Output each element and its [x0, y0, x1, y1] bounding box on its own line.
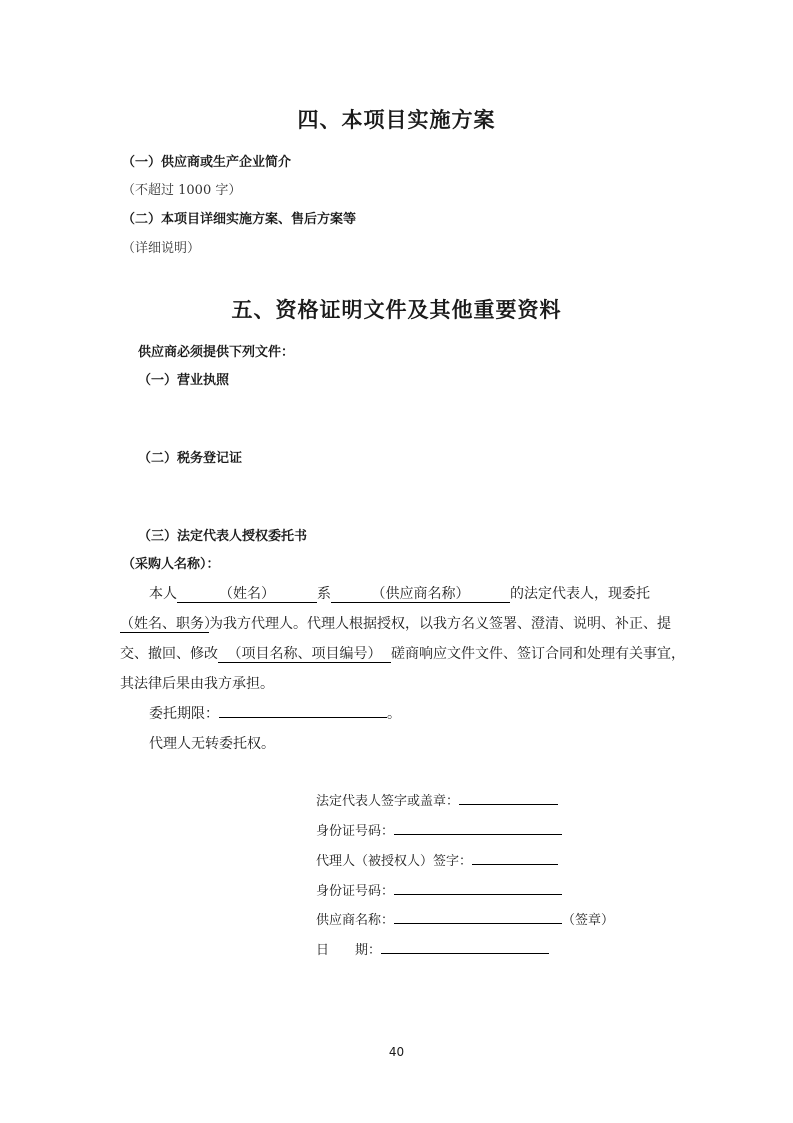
- legal-rep-signature: [316, 790, 558, 809]
- date-blank[interactable]: [381, 939, 549, 954]
- term-label: 委托期限：: [149, 706, 219, 722]
- name-blank: （姓名）: [177, 586, 317, 603]
- page-number: 40: [388, 1045, 405, 1059]
- letter-text: 系: [317, 586, 331, 602]
- section4-item2-note: （详细说明）: [122, 241, 201, 256]
- id-number-2: [316, 880, 562, 899]
- supplier-signature: [316, 909, 614, 928]
- letter-text: 本人: [149, 586, 177, 602]
- section5-item1: （一）营业执照: [138, 373, 230, 388]
- letter-addressee: （采购人名称）：: [122, 557, 220, 572]
- section5-intro: 供应商必须提供下列文件：: [138, 345, 295, 360]
- letter-line-1: [149, 583, 650, 603]
- agent-blank[interactable]: [472, 850, 558, 865]
- letter-text: 磋商响应文件文件、签订合同和处理有关事宜，: [391, 646, 685, 662]
- date-label: 日 期：: [316, 943, 382, 958]
- seal-label: （签章）: [562, 913, 615, 928]
- letter-line-3: [120, 643, 685, 663]
- supplier-name-blank: （供应商名称）: [331, 586, 510, 603]
- project-blank: （项目名称、项目编号）: [218, 646, 391, 663]
- legal-rep-label: 法定代表人签字或盖章：: [316, 794, 460, 809]
- section5-item2: （二）税务登记证: [138, 451, 243, 466]
- name-position-blank: （姓名、职务）: [120, 616, 218, 632]
- letter-text: 交、撤回、修改: [120, 646, 218, 662]
- date-line: [316, 939, 549, 958]
- id-number-label: 身份证号码：: [316, 824, 395, 839]
- id-number-blank[interactable]: [394, 820, 562, 835]
- section4-title: 四、本项目实施方案: [297, 108, 496, 132]
- legal-rep-blank[interactable]: [459, 790, 558, 805]
- term-blank[interactable]: [219, 703, 387, 718]
- id-number-label: 身份证号码：: [316, 884, 395, 899]
- supplier-label: 供应商名称：: [316, 913, 395, 928]
- section5-item3: （三）法定代表人授权委托书: [138, 529, 308, 544]
- section4-item1-note: （不超过 1000 字）: [122, 183, 242, 198]
- section4-item2: （二）本项目详细实施方案、售后方案等: [122, 212, 357, 227]
- letter-line-4: 其法律后果由我方承担。: [120, 676, 274, 692]
- letter-text: 为我方代理人。代理人根据授权，以我方名义签署、澄清、说明、补正、提: [209, 616, 671, 632]
- id-number-blank[interactable]: [394, 880, 562, 895]
- section5-title: 五、资格证明文件及其他重要资料: [231, 298, 562, 322]
- agent-signature: [316, 850, 558, 869]
- id-number-1: [316, 820, 562, 839]
- agent-label: 代理人（被授权人）签字：: [316, 854, 473, 869]
- supplier-blank[interactable]: [394, 909, 562, 924]
- term-end: 。: [387, 706, 401, 722]
- section4-item1: （一）供应商或生产企业简介: [122, 155, 292, 170]
- term-line: [149, 703, 401, 723]
- letter-text: 的法定代表人，现委托: [510, 586, 650, 602]
- letter-line-2: [120, 613, 671, 633]
- no-subdelegation: 代理人无转委托权。: [149, 736, 275, 752]
